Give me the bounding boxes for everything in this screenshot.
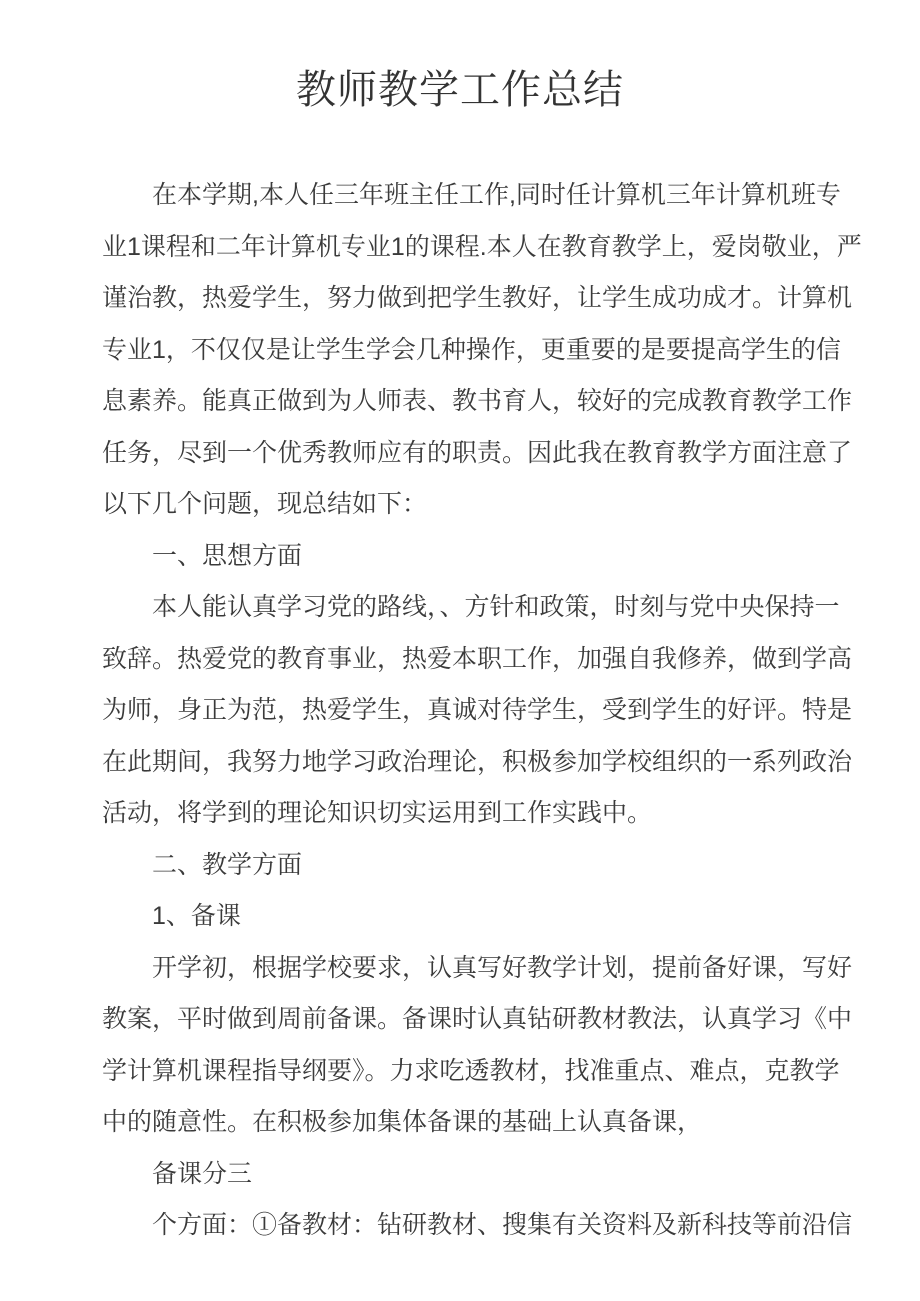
document-title: 教师教学工作总结 xyxy=(296,68,624,112)
text-line: 开学初，根据学校要求，认真写好教学计划，提前备好课，写好 xyxy=(102,953,853,982)
text-line: 1、备课 xyxy=(102,902,241,930)
text-line: 谨治教，热爱学生，努力做到把学生教好，让学生成功成才。计算机 xyxy=(102,284,853,312)
text-line: 在此期间，我努力地学习政治理论，积极参加学校组织的一系列政治 xyxy=(102,747,853,776)
text-line: 备课分三 xyxy=(102,1159,253,1188)
text-line: 致辞。热爱党的教育事业，热爱本职工作，加强自我修养，做到学高 xyxy=(102,644,853,673)
paragraph xyxy=(102,1200,853,1252)
text-line: 为师，身正为范，热爱学生，真诚对待学生，受到学生的好评。特是 xyxy=(102,696,853,724)
text-line: 业1课程和二年计算机专业1的课程.本人在教育教学上，爱岗敬业，严 xyxy=(102,232,862,261)
text-line: 教案，平时做到周前备课。备课时认真钻研教材教法，认真学习《中 xyxy=(102,1005,853,1033)
text-line: 专业1，不仅仅是让学生学会几种操作，更重要的是要提高学生的信 xyxy=(102,335,841,364)
text-line: 一、思想方面 xyxy=(102,541,303,570)
paragraph xyxy=(102,891,824,943)
paragraph xyxy=(102,531,824,583)
text-line: 学计算机课程指导纲要》。力求吃透教材，找准重点、难点，克教学 xyxy=(102,1056,840,1085)
text-line: 本人能认真学习党的路线，、方针和政策，时刻与党中央保持一 xyxy=(102,593,840,621)
text-line: 任务，尽到一个优秀教师应有的职责。因此我在教育教学方面注意了 xyxy=(102,438,853,467)
text-line: 在本学期,本人任三年班主任工作,同时任计算机三年计算机班专 xyxy=(102,181,841,209)
text-line: 息素养。能真正做到为人师表、教书育人，较好的完成教育教学工作 xyxy=(102,387,853,415)
text-line: 以下几个问题，现总结如下： xyxy=(102,490,428,518)
paragraph xyxy=(102,170,862,531)
document-body xyxy=(102,170,862,1252)
text-line: 活动，将学到的理论知识切实运用到工作实践中。 xyxy=(102,799,653,827)
text-line: 中的随意性。在积极参加集体备课的基础上认真备课， xyxy=(102,1108,703,1136)
paragraph xyxy=(102,943,853,1149)
text-line: 二、教学方面 xyxy=(102,850,303,879)
text-line: 个方面：①备教材：钻研教材、搜集有关资料及新科技等前沿信 xyxy=(102,1211,853,1239)
paragraph xyxy=(102,1149,824,1201)
paragraph xyxy=(102,582,853,840)
paragraph xyxy=(102,840,824,892)
